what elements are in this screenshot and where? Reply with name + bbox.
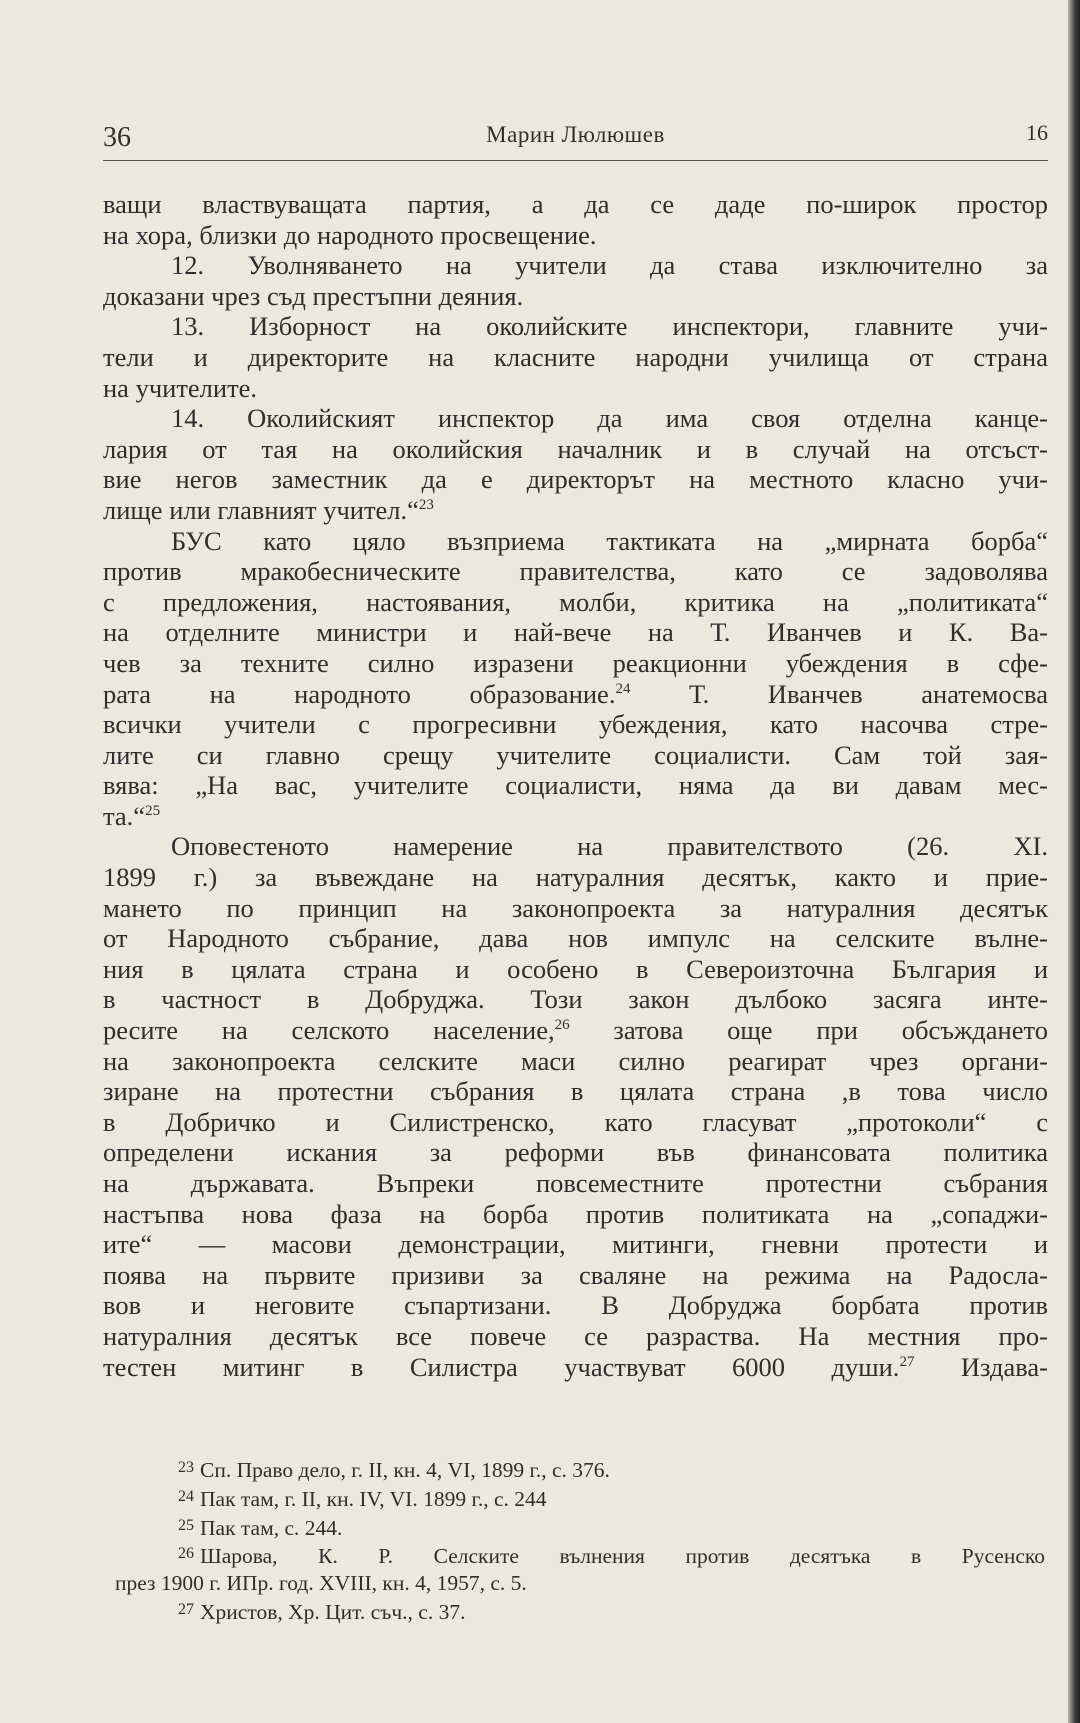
footnote (115, 1541, 1045, 1570)
page-edge (1068, 0, 1080, 1723)
text-line (103, 679, 1048, 710)
line-text: тели и директорите на класните народни училища от страна (103, 341, 1048, 372)
text-line (103, 526, 1048, 557)
page-header (103, 118, 1048, 161)
text-line (103, 250, 1048, 281)
line-text: на отделните министри и най-вече на Т. Иванчев и К. Ва- (103, 617, 1048, 648)
text-line (103, 311, 1048, 342)
text-line (103, 1352, 1048, 1383)
text-line (103, 220, 1048, 251)
text-line (103, 587, 1048, 618)
text-line (103, 1229, 1048, 1260)
line-text: всички учители с прогресивни убеждения, като насочва стре- (103, 709, 1048, 740)
footnote-ref: 24 (615, 680, 631, 697)
line-text: вява: „На вас, учителите социалисти, няма да ви давам мес- (103, 770, 1048, 801)
text-line (103, 801, 1048, 832)
footnote-ref: 25 (145, 802, 161, 819)
footnote-ref: 23 (418, 496, 434, 513)
page-number: 36 (103, 122, 131, 153)
footnote-number: 24 (178, 1487, 194, 1505)
footnote-number: 26 (178, 1545, 194, 1563)
text-line (103, 1260, 1048, 1291)
line-text: лище или главният учител.“ (103, 494, 419, 525)
line-text: рата на народното образование. (103, 678, 616, 709)
footnote-text: Сп. Право дело, г. II, кн. 4, VI, 1899 г., с. 376. (200, 1458, 610, 1482)
text-line (103, 281, 1048, 312)
text-line (103, 923, 1048, 954)
text-line (103, 862, 1048, 893)
text-line (103, 373, 1048, 404)
footnote (115, 1455, 1045, 1484)
line-text: лария от тая на околийския началник и в случай на отсъст- (103, 433, 1048, 464)
text-line (103, 403, 1048, 434)
text-line (103, 709, 1048, 740)
line-text: против мракобесническите правителства, като се задоволява (103, 556, 1048, 587)
line-text: ресите на селското население, (103, 1015, 555, 1046)
text-line (103, 1321, 1048, 1352)
line-text: определени искания за реформи във финансовата политика (103, 1137, 1048, 1168)
footnote-text: Пак там, с. 244. (200, 1515, 343, 1540)
text-line (103, 1290, 1048, 1321)
text-line (103, 954, 1048, 985)
line-text: на хора, близки до народното просвещение. (103, 219, 597, 250)
body-text (103, 189, 1048, 1382)
text-line (103, 617, 1048, 648)
footnote (115, 1484, 1045, 1513)
footnote-text: Пак там, г. II, кн. IV, VI. 1899 г., с. 244 (200, 1486, 547, 1511)
line-text: на държавата. Въпреки повсеместните протестни събрания (103, 1168, 1048, 1198)
text-line (103, 1199, 1048, 1230)
sheet-number: 16 (1026, 120, 1048, 145)
text-line (103, 831, 1048, 862)
text-line (103, 984, 1048, 1015)
line-text: Т. Иванчев анатемосва (630, 678, 1048, 709)
footnote-number: 27 (178, 1600, 194, 1618)
footnote (115, 1570, 1045, 1597)
text-line (103, 495, 1048, 526)
line-text: мането по принцип на законопроекта за натуралния десятък (103, 892, 1048, 923)
footnote-text: Шарова, К. Р. Селските вълнения против десятъка в Русенско (200, 1544, 1045, 1569)
line-text: зиране на протестни събрания в цялата страна ,в това число (103, 1076, 1048, 1107)
line-text: та.“ (103, 800, 146, 831)
footnote (115, 1513, 1045, 1542)
text-line (103, 1015, 1048, 1046)
text-line (103, 648, 1048, 679)
line-text: ния в цялата страна и особено в Североизточна България и (103, 953, 1048, 984)
line-text: в Добричко и Силистренско, като гласуват „протоколи“ с (103, 1106, 1048, 1137)
line-text: чев за техните силно изразени реакционни убеждения в сфе- (103, 647, 1048, 678)
text-line (103, 464, 1048, 495)
line-text: натуралния десятък все повече се разраства. На местния про- (103, 1320, 1048, 1351)
footnote-text: Христов, Хр. Цит. съч., с. 37. (200, 1599, 466, 1624)
line-text: лите си главно срещу учителите социалисти. Сам той зая- (103, 739, 1048, 770)
line-text: на законопроекта селските маси силно реагират чрез органи- (103, 1045, 1048, 1076)
footnotes (115, 1455, 1045, 1626)
text-line (103, 1107, 1048, 1138)
line-text: 1899 г.) за въвеждане на натуралния десятък, както и прие- (103, 862, 1048, 893)
running-title: Марин Люлюшев (486, 122, 665, 147)
line-text: 12. Уволняването на учители да става изключително за (171, 250, 1048, 281)
line-text: затова още при обсъждането (569, 1015, 1048, 1046)
text-line (103, 434, 1048, 465)
line-text: 13. Изборност на околийските инспектори, главните учи- (171, 311, 1048, 342)
line-text: настъпва нова фаза на борба против политиката на „сопаджи- (103, 1198, 1048, 1229)
line-text: Издава- (914, 1351, 1048, 1382)
line-text: с предложения, настоявания, молби, критика на „политиката“ (103, 586, 1048, 617)
text-line (103, 1076, 1048, 1107)
line-text: на учителите. (103, 372, 258, 403)
text-line (103, 1168, 1048, 1199)
text-line (103, 1046, 1048, 1077)
line-text: доказани чрез съд престъпни деяния. (103, 280, 524, 311)
footnote-ref: 27 (899, 1353, 915, 1370)
line-text: тестен митинг в Силистра участвуват 6000 души. (103, 1351, 900, 1382)
line-text: вов и неговите съпартизани. В Добруджа борбата против (103, 1290, 1048, 1321)
line-text: ите“ — масови демонстрации, митинги, гневни протести и (103, 1229, 1048, 1260)
line-text: вие негов заместник да е директорът на местното класно учи- (103, 464, 1048, 495)
line-text: ващи властвуващата партия, а да се даде по-широк простор (103, 189, 1048, 219)
text-line (103, 740, 1048, 771)
text-line (103, 189, 1048, 220)
line-text: Оповестеното намерение на правителството (26. XI. (171, 831, 1048, 862)
text-line (103, 342, 1048, 373)
line-text: от Народното събрание, дава нов импулс на селските вълне- (103, 923, 1048, 954)
footnote-number: 25 (178, 1516, 194, 1534)
footnote-ref: 26 (554, 1017, 570, 1034)
footnote-number: 23 (178, 1459, 194, 1476)
text-line (103, 770, 1048, 801)
line-text: в частност в Добруджа. Този закон дълбоко засяга инте- (103, 984, 1048, 1015)
text-line (103, 893, 1048, 924)
footnote-text: през 1900 г. ИПр. год. XVIII, кн. 4, 1957, с. 5. (115, 1571, 527, 1596)
text-line (103, 1137, 1048, 1168)
line-text: поява на първите призиви за сваляне на режима на Радосла- (103, 1259, 1048, 1290)
line-text: 14. Околийският инспектор да има своя отделна канце- (171, 403, 1048, 434)
footnote (115, 1597, 1045, 1626)
line-text: БУС като цяло възприема тактиката на „мирната борба“ (171, 525, 1048, 556)
text-line (103, 556, 1048, 587)
